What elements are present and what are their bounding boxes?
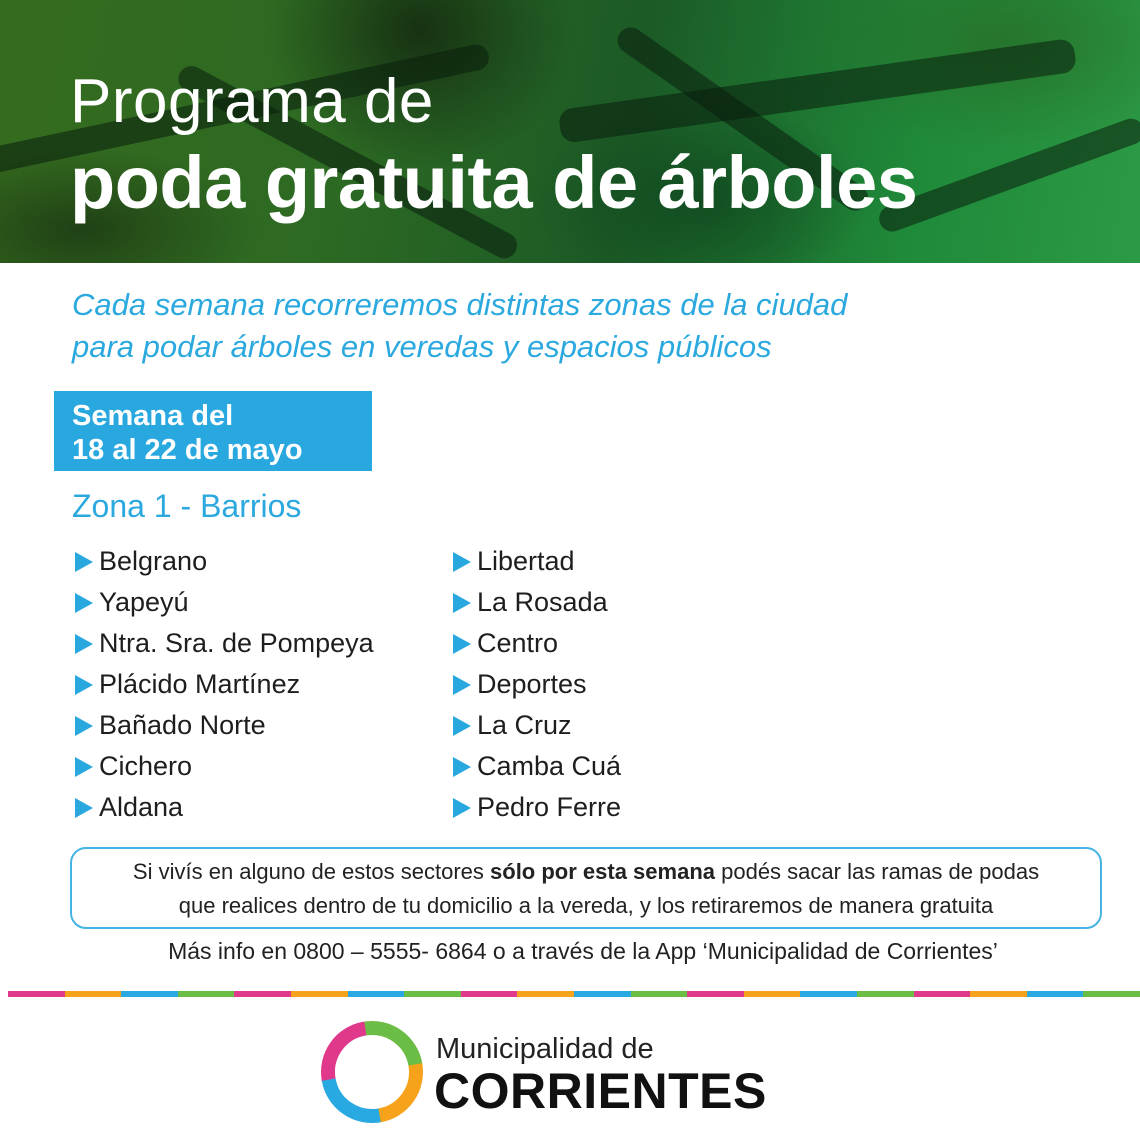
triangle-bullet-icon xyxy=(453,634,471,654)
list-item: Libertad xyxy=(453,541,621,582)
intro-text xyxy=(72,284,1072,368)
triangle-bullet-icon xyxy=(453,757,471,777)
list-item: Deportes xyxy=(453,664,621,705)
triangle-bullet-icon xyxy=(75,716,93,736)
corrientes-logo-icon xyxy=(320,1020,424,1124)
notice-line2: que realices dentro de tu domicilio a la vereda, y los retiraremos de manera gratuita xyxy=(178,893,994,918)
notice-box xyxy=(70,847,1102,929)
hero-title-line2: poda gratuita de árboles xyxy=(70,141,918,224)
intro-line1: Cada semana recorreremos distintas zonas de la ciudad xyxy=(72,287,848,322)
stripe-segment xyxy=(744,991,801,997)
stripe-segment xyxy=(631,991,688,997)
stripe-segment xyxy=(404,991,461,997)
hero-banner xyxy=(0,0,1140,263)
list-item: Belgrano xyxy=(75,541,374,582)
list-item: Yapeyú xyxy=(75,582,374,623)
triangle-bullet-icon xyxy=(453,593,471,613)
notice-emphasis: sólo por esta semana xyxy=(490,859,715,884)
triangle-bullet-icon xyxy=(453,716,471,736)
stripe-segment xyxy=(291,991,348,997)
stripe-segment xyxy=(461,991,518,997)
stripe-segment xyxy=(348,991,405,997)
week-badge xyxy=(54,391,372,471)
week-label: Semana del xyxy=(72,400,234,432)
triangle-bullet-icon xyxy=(75,552,93,572)
stripe-segment xyxy=(65,991,122,997)
stripe-segment xyxy=(970,991,1027,997)
color-stripe-divider xyxy=(8,991,1140,997)
stripe-segment xyxy=(178,991,235,997)
logo-text-municipalidad: Municipalidad de xyxy=(436,1033,654,1065)
stripe-segment xyxy=(1027,991,1084,997)
hero-title-line1: Programa de xyxy=(70,67,434,136)
stripe-segment xyxy=(1083,991,1140,997)
zone-title: Zona 1 - Barrios xyxy=(72,488,302,524)
list-item: Aldana xyxy=(75,787,374,828)
barrios-list-column1 xyxy=(75,541,374,828)
intro-line2: para podar árboles en veredas y espacios públicos xyxy=(72,329,772,364)
list-item: Bañado Norte xyxy=(75,705,374,746)
stripe-segment xyxy=(574,991,631,997)
list-item: Camba Cuá xyxy=(453,746,621,787)
triangle-bullet-icon xyxy=(75,593,93,613)
stripe-segment xyxy=(234,991,291,997)
stripe-segment xyxy=(121,991,178,997)
logo-text-corrientes: CORRIENTES xyxy=(434,1063,767,1119)
triangle-bullet-icon xyxy=(453,552,471,572)
stripe-segment xyxy=(8,991,65,997)
stripe-segment xyxy=(687,991,744,997)
barrios-list-column2 xyxy=(453,541,621,828)
list-item: La Rosada xyxy=(453,582,621,623)
contact-info: Más info en 0800 – 5555- 6864 o a través de la App ‘Municipalidad de Corrientes’ xyxy=(168,938,998,964)
triangle-bullet-icon xyxy=(75,634,93,654)
triangle-bullet-icon xyxy=(453,675,471,695)
list-item: Centro xyxy=(453,623,621,664)
stripe-segment xyxy=(800,991,857,997)
notice-line1: Si vivís en alguno de estos sectores sólo por esta semana podés sacar las ramas de podas xyxy=(132,859,1040,884)
list-item: Pedro Ferre xyxy=(453,787,621,828)
list-item: Ntra. Sra. de Pompeya xyxy=(75,623,374,664)
list-item: Plácido Martínez xyxy=(75,664,374,705)
triangle-bullet-icon xyxy=(75,798,93,818)
stripe-segment xyxy=(517,991,574,997)
triangle-bullet-icon xyxy=(75,675,93,695)
list-item: Cichero xyxy=(75,746,374,787)
week-dates: 18 al 22 de mayo xyxy=(72,434,303,466)
triangle-bullet-icon xyxy=(75,757,93,777)
triangle-bullet-icon xyxy=(453,798,471,818)
list-item: La Cruz xyxy=(453,705,621,746)
stripe-segment xyxy=(914,991,971,997)
stripe-segment xyxy=(857,991,914,997)
